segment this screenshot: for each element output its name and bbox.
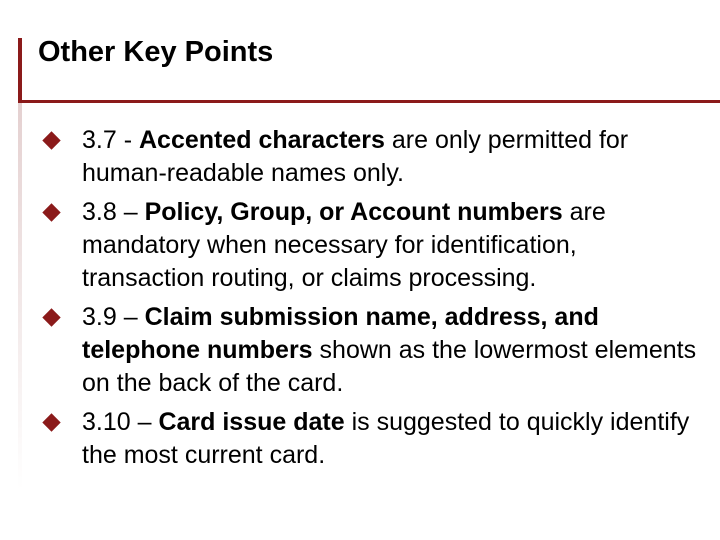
bullet-prefix: 3.9 –: [82, 303, 145, 331]
bullet-bold-text: Accented characters: [138, 126, 385, 154]
bullet-suffix: are mandatory when necessary for identification, transaction routing, or claims processing.: [82, 198, 606, 292]
left-accent-fade: [18, 100, 22, 490]
bullet-bold-text: Claim submission name, address, and telephone numbers: [82, 303, 599, 364]
diamond-bullet-icon: [42, 308, 60, 326]
bullet-suffix: is suggested to quickly identify the most current card.: [82, 408, 690, 469]
title-accent-bar: [18, 38, 22, 100]
bullet-list: [42, 124, 702, 478]
header-divider: [18, 100, 720, 103]
bullet-item-3-9: [42, 301, 702, 400]
bullet-bold-text: Card issue date: [158, 408, 345, 436]
diamond-bullet-icon: [42, 413, 60, 431]
bullet-prefix: 3.10 –: [82, 408, 159, 436]
bullet-suffix: shown as the lowermost elements on the back of the card.: [82, 336, 697, 397]
bullet-suffix: are only permitted for human-readable names only.: [82, 126, 629, 187]
diamond-bullet-icon: [42, 131, 60, 149]
diamond-bullet-icon: [42, 203, 60, 221]
bullet-item-3-7: [42, 124, 702, 190]
bullet-bold-text: Policy, Group, or Account numbers: [144, 198, 563, 226]
bullet-item-3-8: [42, 196, 702, 295]
bullet-prefix: 3.8 –: [82, 198, 145, 226]
bullet-prefix: 3.7 -: [82, 126, 139, 154]
bullet-item-3-10: [42, 406, 702, 472]
slide-title: Other Key Points: [38, 36, 274, 68]
